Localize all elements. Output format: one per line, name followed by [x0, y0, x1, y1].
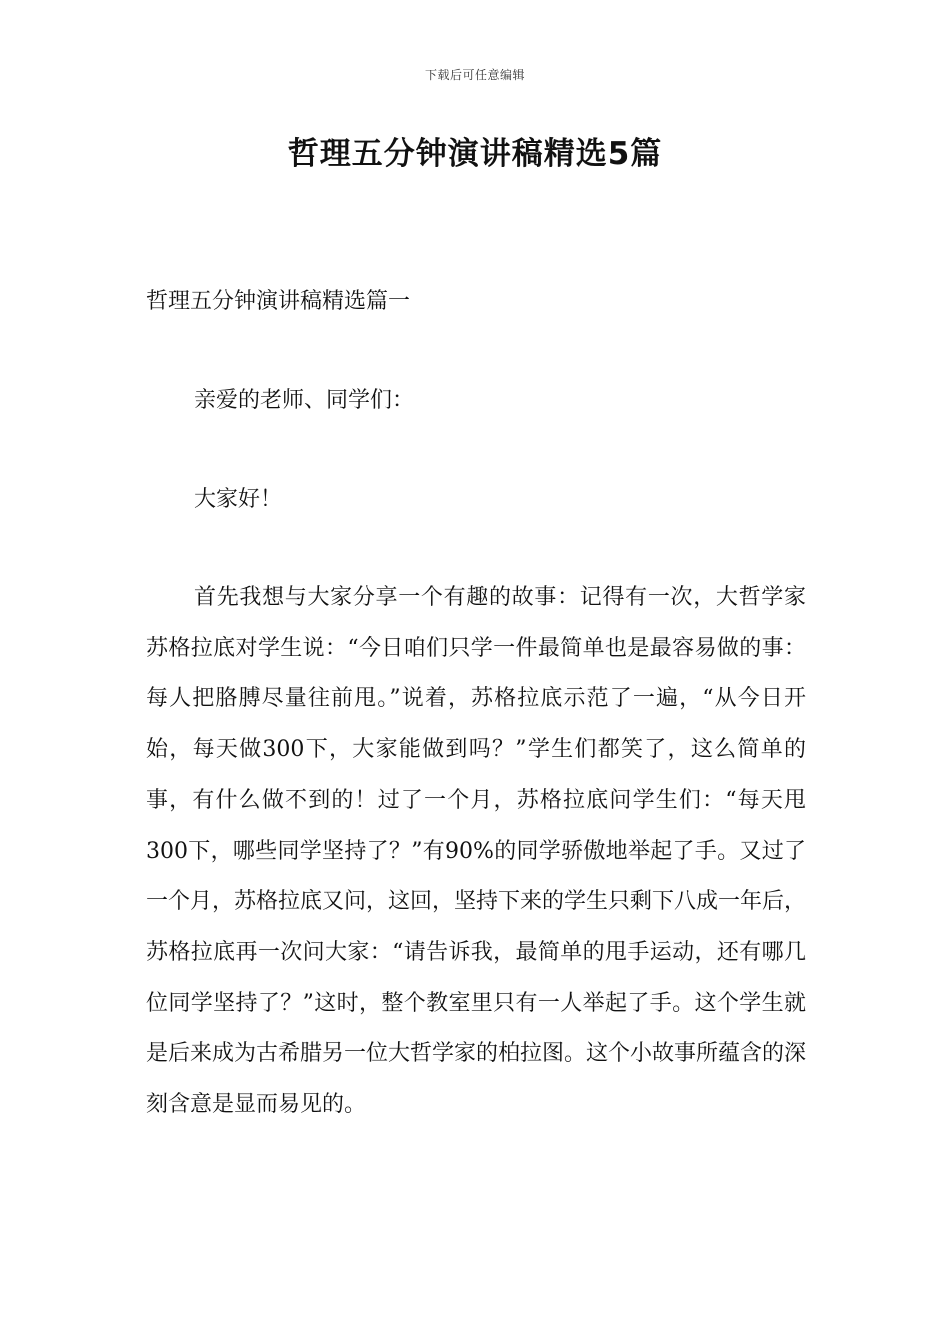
document-title: 哲理五分钟演讲稿精选5篇 [287, 136, 663, 172]
section-heading: 哲理五分钟演讲稿精选篇一 [146, 289, 411, 314]
hello-paragraph: 大家好！ [194, 487, 283, 512]
greeting-paragraph: 亲爱的老师、同学们： [194, 388, 415, 413]
header-note: 下载后可任意编辑 [424, 68, 525, 82]
story-paragraph: 首先我想与大家分享一个有趣的故事：记得有一次，大哲学家苏格拉底对学生说：“今日咱们只学一件最简单也是最容易做的事：每人把胳膊尽量往前甩。”说着，苏格拉底示范了一遍，“从今日开始，每天做300下，大家能做到吗？”学生们都笑了，这么简单的事，有什么做不到的！过了一个月，苏格拉底问学生们：“每天甩300下，哪些同学坚持了？”有90%的同学骄傲地举起了手。又过了一个月，苏格拉底又问，这回，坚持下来的学生只剩下八成一年后，苏格拉底再一次问大家：“请告诉我，最简单的甩手运动，还有哪几位同学坚持了？”这时，整个教室里只有一人举起了手。这个学生就是后来成为古希腊另一位大哲学家的柏拉图。这个小故事所蕴含的深刻含意是显而易见的。 [146, 585, 807, 1118]
